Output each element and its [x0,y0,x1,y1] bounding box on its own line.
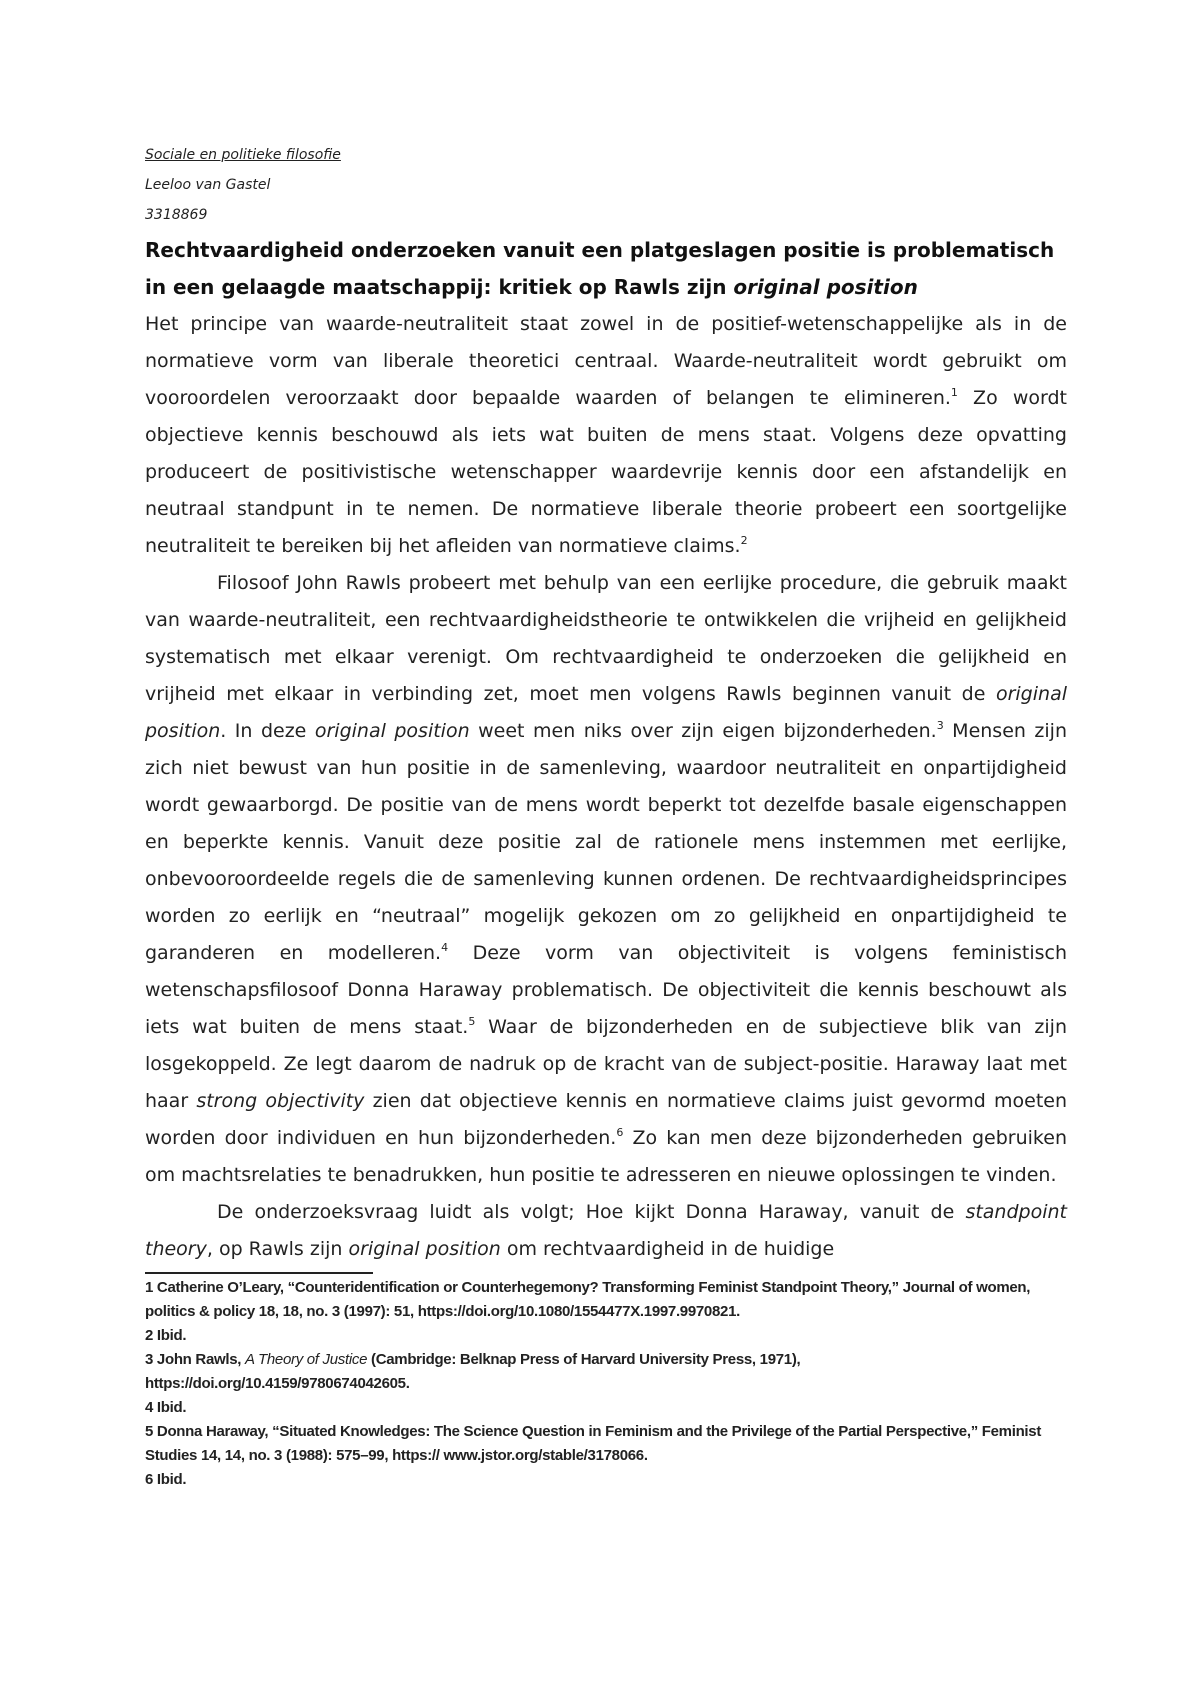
footnote-separator [145,1272,373,1274]
footnote-ref-1[interactable]: 1 [950,386,958,399]
student-number: 3318869 [145,207,208,223]
author-name: Leeloo van Gastel [145,177,271,193]
footnote-4: 4 Ibid. [145,1399,187,1416]
paragraph-2-text-3: weet men niks over zijn eigen bijzonderheden. [469,720,937,742]
course-name: Sociale en politieke filosofie [145,147,341,163]
footnote-ref-4[interactable]: 4 [441,941,449,954]
paragraph-2-text-1: Filosoof John Rawls probeert met behulp van een eerlijke procedure, die gebruik maakt van waarde-neutraliteit, een rechtvaardigheidstheorie te ontwikkelen die vrijheid en gelijkheid systematisch met elkaar verenigt. Om rechtvaardigheid te onderzoeken die gelijkheid en vrijheid met elkaar in verbinding zet, moet men volgens Rawls beginnen vanuit de [145,572,1067,705]
paragraph-2-italic-2: original position [314,720,470,742]
title-italic: original position [733,275,918,299]
paragraph-3 [145,1194,1067,1268]
paragraph-2-text-7: zien dat objectieve kennis en normatieve claims juist gevormd moeten worden door individuen en hun bijzonderheden. [145,1090,1067,1149]
footnote-3 [145,1348,1067,1396]
footnote-1: 1 Catherine O’Leary, “Counteridentification or Counterhegemony? Transforming Feminist Standpoint Theory,” Journal of women, politics & policy 18, 18, no. 3 (1997): 51, https://doi.org/10.1080/1554477X.1997.9970821. [145,1279,1031,1320]
footnote-ref-3[interactable]: 3 [936,719,944,732]
footnote-5: 5 Donna Haraway, “Situated Knowledges: The Science Question in Feminism and the Privilege of the Partial Perspective,” Feminist Studies 14, 14, no. 3 (1988): 575–99, https:// www.jstor.org/stable/3178066. [145,1423,1042,1464]
paragraph-2-text-4: Mensen zijn zich niet bewust van hun positie in de samenleving, waardoor neutraliteit en onpartijdigheid wordt gewaarborgd. De positie van de mens wordt beperkt tot dezelfde basale eigenschappen en beperkte kennis. Vanuit deze positie zal de rationele mens instemmen met eerlijke, onbevooroordeelde regels die de samenleving kunnen ordenen. De rechtvaardigheidsprincipes worden zo eerlijk en “neutraal” mogelijk gekozen om zo gelijkheid en onpartijdigheid te garanderen en modelleren. [145,720,1068,964]
paragraph-1 [145,306,1067,565]
paragraph-3-text-2: , op Rawls zijn [206,1238,349,1260]
paragraph-3-italic-2: original position [348,1238,501,1260]
footnote-3-text-1: 3 John Rawls, [145,1351,245,1368]
paragraph-2-italic-3: strong objectivity [196,1090,365,1112]
footnote-2: 2 Ibid. [145,1327,187,1344]
paragraph-3-text-1: De onderzoeksvraag luidt als volgt; Hoe kijkt Donna Haraway, vanuit de [217,1201,966,1223]
paragraph-2-italic-1: original position [145,683,1067,742]
footnote-ref-2[interactable]: 2 [740,534,748,547]
paragraph-1-text-1: Het principe van waarde-neutraliteit staat zowel in de positief-wetenschappelijke als in de normatieve vorm van liberale theoretici centraal. Waarde-neutraliteit wordt gebruikt om vooroordelen veroorzaakt door bepaalde waarden of belangen te elimineren. [145,313,1067,409]
paragraph-2 [145,565,1067,1194]
paragraph-2-text-8: Zo kan men deze bijzonderheden gebruiken om machtsrelaties te benadrukken, hun positie te adresseren en nieuwe oplossingen te vinden. [145,1127,1067,1186]
paragraph-1-text-2: Zo wordt objectieve kennis beschouwd als iets wat buiten de mens staat. Volgens deze opvatting produceert de positivistische wetenschapper waardevrije kennis door een afstandelijk en neutraal standpunt in te nemen. De normatieve liberale theorie probeert een soortgelijke neutraliteit te bereiken bij het afleiden van normatieve claims. [145,387,1067,557]
document-title [145,232,1067,306]
footnote-ref-6[interactable]: 6 [616,1126,624,1139]
paragraph-3-italic-1: standpoint theory [145,1201,1067,1260]
paragraph-2-text-6: Waar de bijzonderheden en de subjectieve blik van zijn losgekoppeld. Ze legt daarom de nadruk op de kracht van de subject-positie. Haraway laat met haar [145,1016,1067,1112]
page-content [145,140,1067,1492]
footnote-3-book-title: A Theory of Justice [245,1351,368,1368]
footnote-ref-5[interactable]: 5 [468,1015,476,1028]
paragraph-3-text-3: om rechtvaardigheid in de huidige [500,1238,835,1260]
paragraph-2-text-5: Deze vorm van objectiviteit is volgens feministisch wetenschapsfilosoof Donna Haraway problematisch. De objectiviteit die kennis beschouwt als iets wat buiten de mens staat. [145,942,1067,1038]
footnote-6: 6 Ibid. [145,1471,187,1488]
footnote-3-text-2: (Cambridge: Belknap Press of Harvard University Press, 1971), https://doi.org/10.4159/9780674042605. [145,1351,801,1392]
title-main: Rechtvaardigheid onderzoeken vanuit een platgeslagen positie is problematisch in een gelaagde maatschappij: kritiek op Rawls zijn [145,238,1055,299]
paragraph-2-text-2: . In deze [220,720,315,742]
